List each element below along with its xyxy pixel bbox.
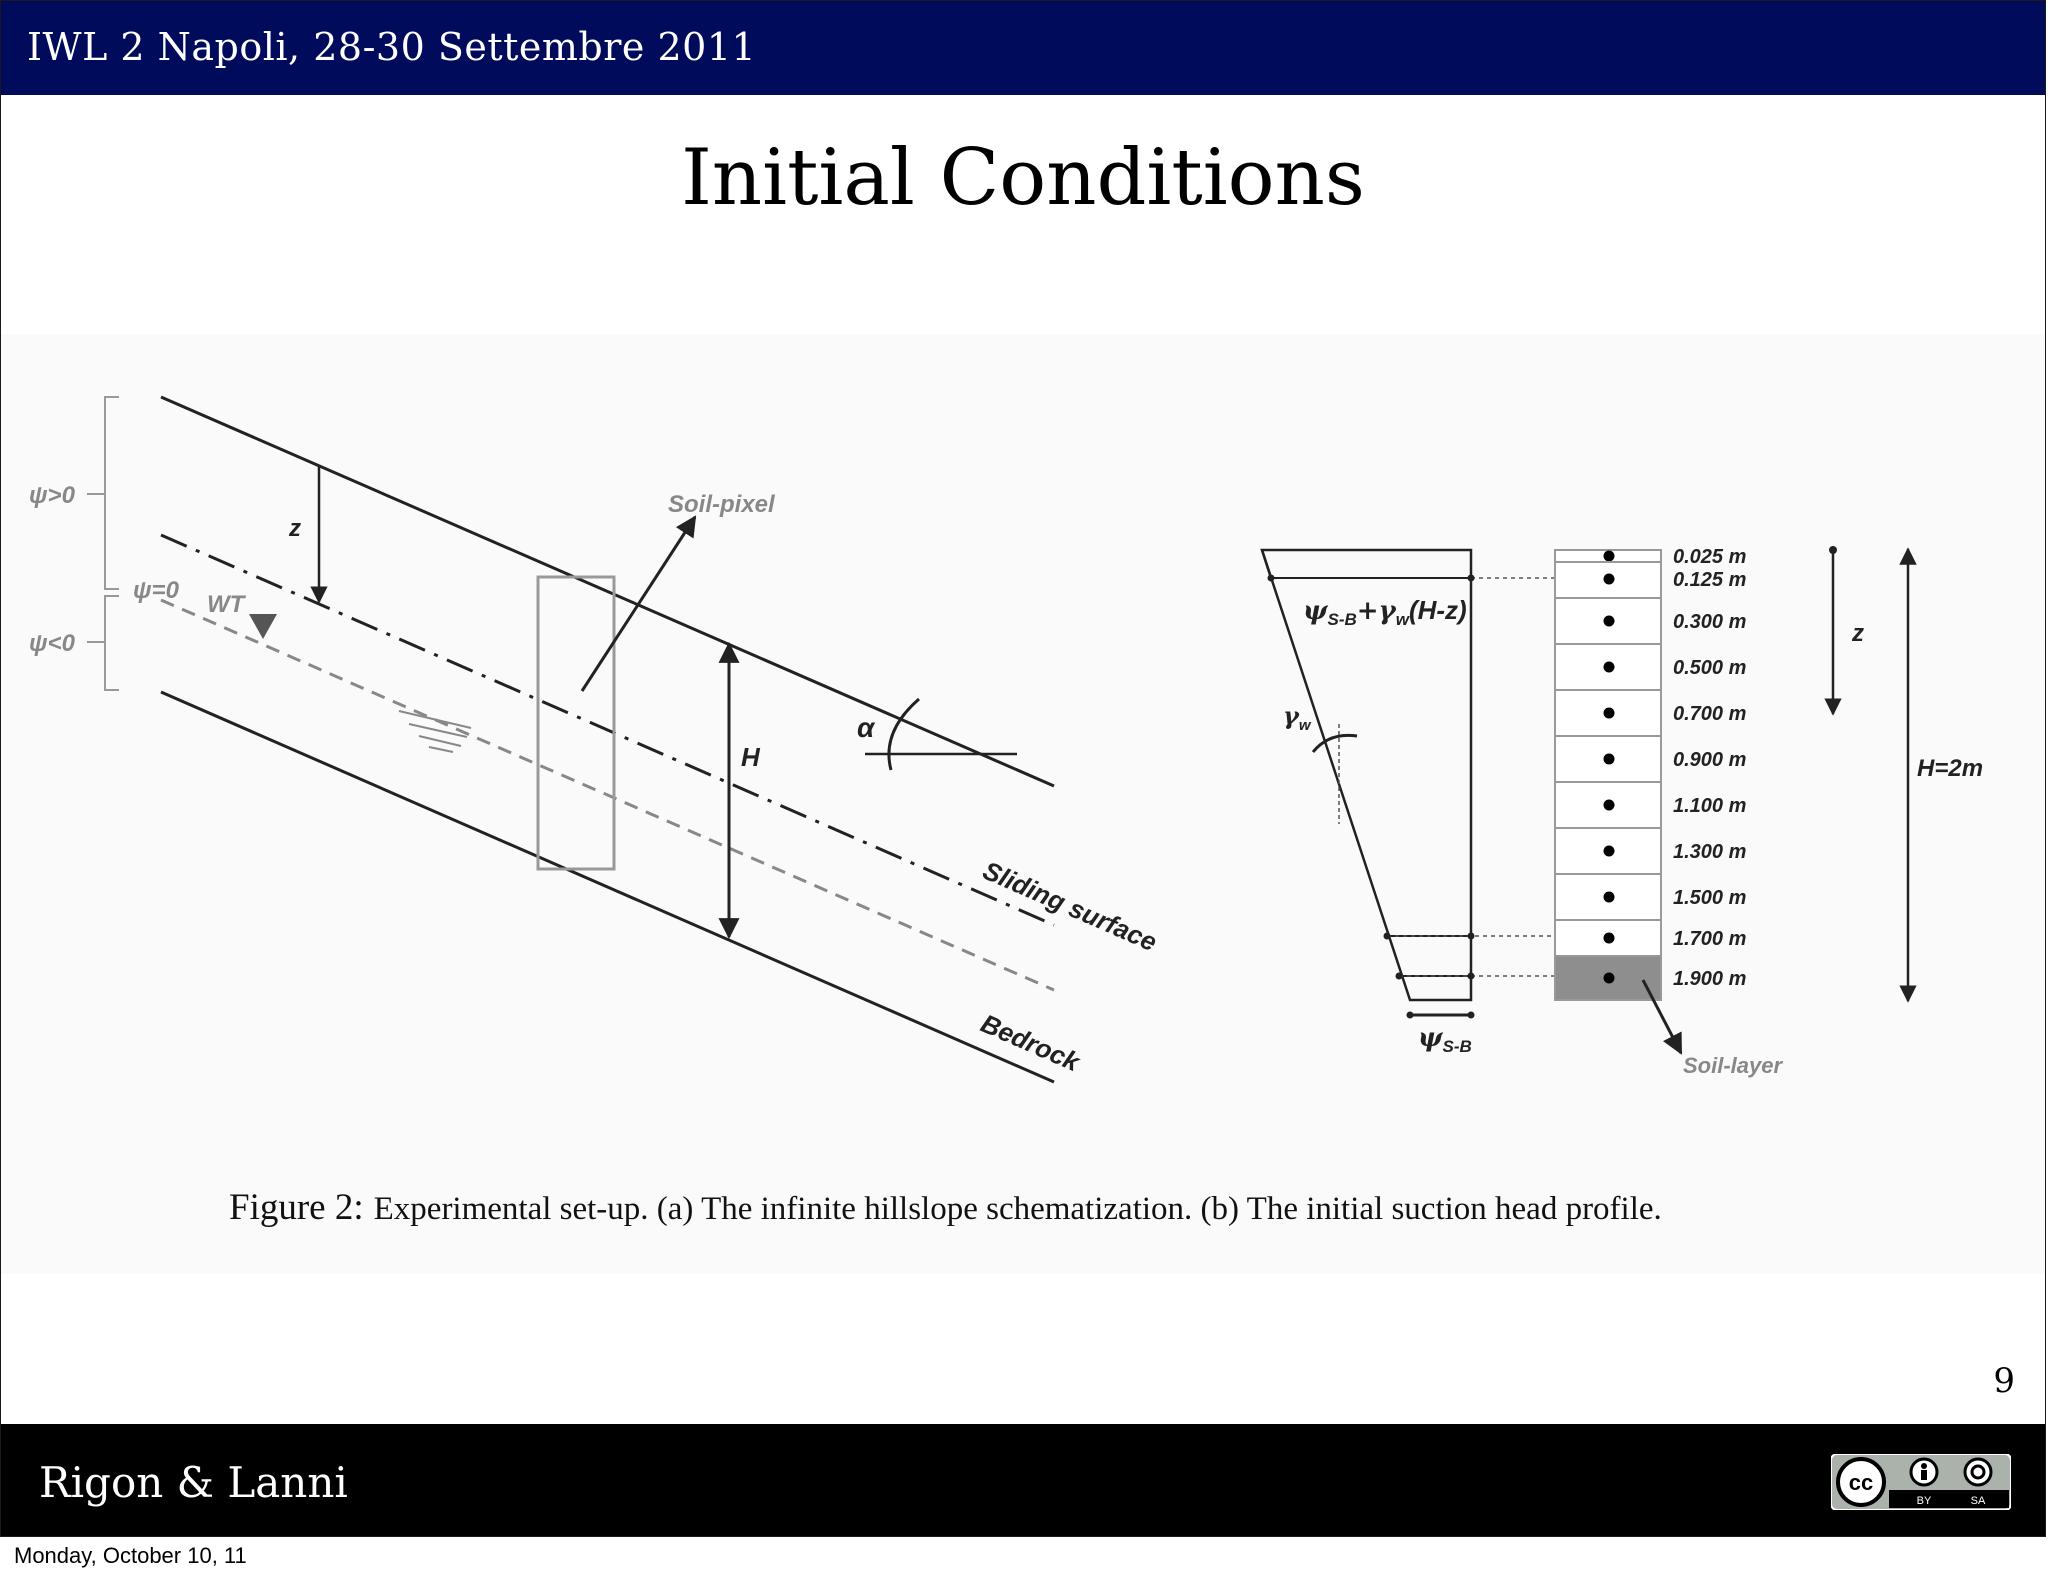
- soil-pixel-rect: [538, 577, 614, 869]
- figure: [1, 334, 2046, 1274]
- caption-text: Experimental set-up. (a) The infinite hillslope schematization. (b) The initial suction head profile.: [373, 1191, 1662, 1227]
- layer-node-dot: [1604, 800, 1615, 811]
- ground-surface-line: [161, 397, 1054, 786]
- h-label: H: [741, 742, 760, 772]
- bedrock-line: [161, 692, 1054, 1082]
- header-bar: [1, 1, 2045, 95]
- layer-node-dot: [1604, 662, 1615, 673]
- layer-depth-label: 0.700 m: [1673, 703, 1747, 725]
- gamma-label: $\gamma_w$: [1283, 701, 1311, 734]
- wt-label: WT: [207, 591, 245, 618]
- license-by-label: BY: [1916, 1495, 1932, 1507]
- bedrock-label: Bedrock: [976, 1008, 1084, 1078]
- gamma-arc: [1313, 735, 1357, 752]
- psi-negative-bracket: [105, 596, 119, 690]
- suction-formula: $\psi_{S-B}+\gamma_w(H-z)$: [1303, 595, 1467, 629]
- soil-pixel-label: Soil-pixel: [668, 491, 775, 518]
- water-table-line: [161, 600, 1054, 990]
- layer-depth-label: 1.300 m: [1673, 841, 1747, 863]
- layer-depth-label: 1.500 m: [1673, 887, 1747, 909]
- authors: Rigon & Lanni: [39, 1458, 348, 1507]
- layer-node-dot: [1604, 574, 1615, 585]
- z-depth-label: z: [1852, 620, 1864, 647]
- soil-layer-label: Soil-layer: [1683, 1053, 1783, 1078]
- psi-positive-bracket: [105, 397, 119, 589]
- page-number: 9: [1993, 1361, 2015, 1401]
- figure-caption: [229, 1186, 1662, 1229]
- psi-positive-label: ψ>0: [29, 482, 75, 509]
- water-table-triangle-icon: [249, 614, 277, 639]
- layer-node-dot: [1604, 708, 1615, 719]
- layer-node-dot: [1604, 616, 1615, 627]
- layer-node-dot: [1604, 754, 1615, 765]
- psi-zero-label: ψ=0: [133, 577, 179, 604]
- license-sa-label: SA: [1970, 1495, 1986, 1507]
- h-total-label: H=2m: [1917, 755, 1984, 782]
- slide-title: Initial Conditions: [681, 133, 1365, 223]
- sa-icon: [1965, 1459, 1991, 1485]
- layer-depth-label: 0.300 m: [1673, 611, 1747, 633]
- layer-depth-label: 0.500 m: [1673, 657, 1747, 679]
- cc-by-sa-license-icon[interactable]: [1831, 1454, 2011, 1510]
- alpha-label: α: [857, 712, 875, 743]
- z-label: z: [289, 515, 301, 542]
- soil-layer-column: [1555, 546, 1746, 1000]
- layer-node-dot: [1604, 846, 1615, 857]
- layer-node-dot: [1604, 973, 1615, 984]
- hillslope-diagram: [29, 397, 1161, 1082]
- layer-depth-label: 1.700 m: [1673, 928, 1747, 950]
- svg-text:cc: cc: [1848, 1470, 1874, 1495]
- psi-negative-label: ψ<0: [29, 630, 75, 657]
- sliding-surface-label: Sliding surface: [978, 855, 1162, 958]
- layer-depth-label: 0.900 m: [1673, 749, 1747, 771]
- layer-node-dot: [1604, 892, 1615, 903]
- layer-node-dot: [1604, 933, 1615, 944]
- layer-node-dot: [1604, 551, 1615, 562]
- layer-depth-label: 0.025 m: [1673, 546, 1747, 568]
- layer-depth-label: 1.100 m: [1673, 795, 1747, 817]
- alpha-arc: [889, 699, 919, 770]
- header-title: IWL 2 Napoli, 28-30 Settembre 2011: [27, 25, 757, 69]
- soil-pixel-arrow: [582, 517, 695, 691]
- psi-sb-label: $\psi_{S-B}$: [1418, 1023, 1472, 1056]
- caption-label: Figure 2:: [229, 1187, 364, 1228]
- figure-diagram: [1, 334, 2046, 1274]
- sliding-surface-line: [161, 535, 1054, 925]
- layer-depth-label: 0.125 m: [1673, 569, 1747, 591]
- footer-bar: [1, 1424, 2045, 1537]
- suction-profile-diagram: [1262, 546, 1983, 1078]
- date-footer: Monday, October 10, 11: [14, 1543, 247, 1568]
- layer-depth-label: 1.900 m: [1673, 968, 1747, 990]
